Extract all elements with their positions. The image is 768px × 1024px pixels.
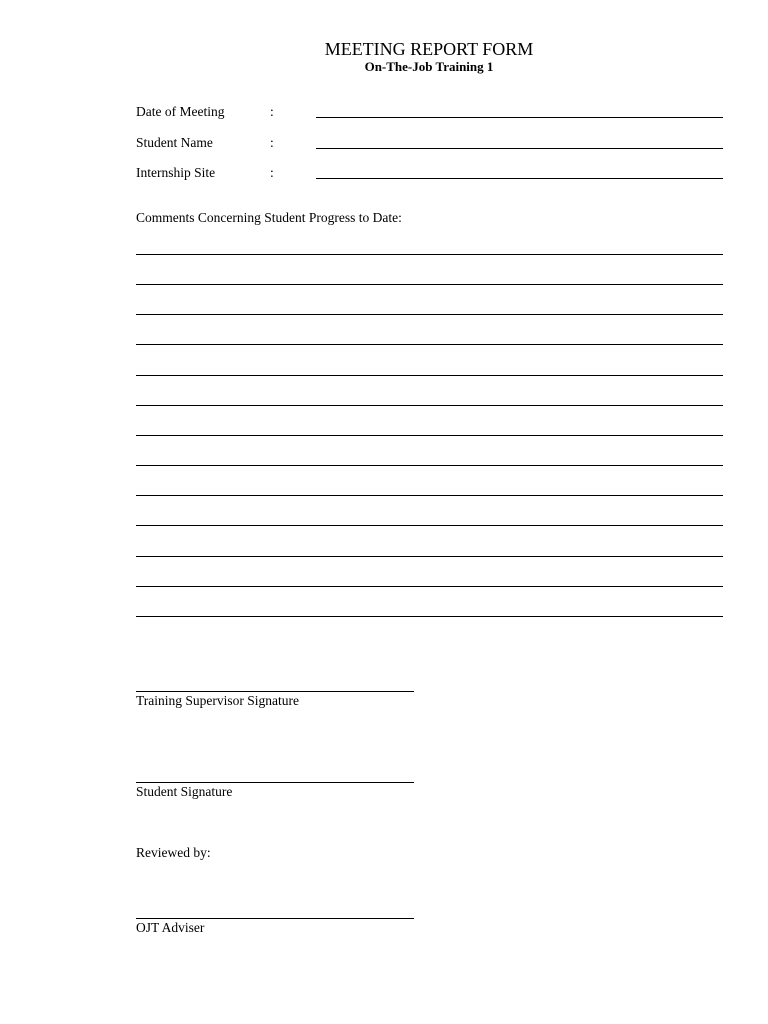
supervisor-signature-label: Training Supervisor Signature <box>136 693 299 708</box>
internship-site-colon: : <box>270 165 274 180</box>
internship-site-blank[interactable] <box>316 178 723 179</box>
date-of-meeting-label: Date of Meeting <box>136 104 225 119</box>
comment-line[interactable] <box>136 556 723 557</box>
comment-line[interactable] <box>136 314 723 315</box>
comment-line[interactable] <box>136 435 723 436</box>
comment-line[interactable] <box>136 465 723 466</box>
date-of-meeting-colon: : <box>270 104 274 119</box>
adviser-signature-label: OJT Adviser <box>136 920 205 935</box>
comments-label: Comments Concerning Student Progress to Date: <box>136 210 402 225</box>
adviser-signature-line[interactable] <box>136 918 414 919</box>
student-signature-label: Student Signature <box>136 784 233 799</box>
student-name-label: Student Name <box>136 135 213 150</box>
internship-site-label: Internship Site <box>136 165 216 180</box>
supervisor-signature-line[interactable] <box>136 691 414 692</box>
student-name-blank[interactable] <box>316 148 723 149</box>
comment-line[interactable] <box>136 525 723 526</box>
comment-line[interactable] <box>136 344 723 345</box>
date-of-meeting-blank[interactable] <box>316 117 723 118</box>
student-signature-line[interactable] <box>136 782 414 783</box>
reviewed-by-label: Reviewed by: <box>136 845 211 860</box>
comment-line[interactable] <box>136 254 723 255</box>
comment-line[interactable] <box>136 586 723 587</box>
comment-line[interactable] <box>136 284 723 285</box>
form-title: MEETING REPORT FORM <box>324 39 534 59</box>
comment-line[interactable] <box>136 616 723 617</box>
form-subtitle: On-The-Job Training 1 <box>364 59 494 74</box>
comment-line[interactable] <box>136 405 723 406</box>
comment-line[interactable] <box>136 375 723 376</box>
student-name-colon: : <box>270 135 274 150</box>
comment-line[interactable] <box>136 495 723 496</box>
